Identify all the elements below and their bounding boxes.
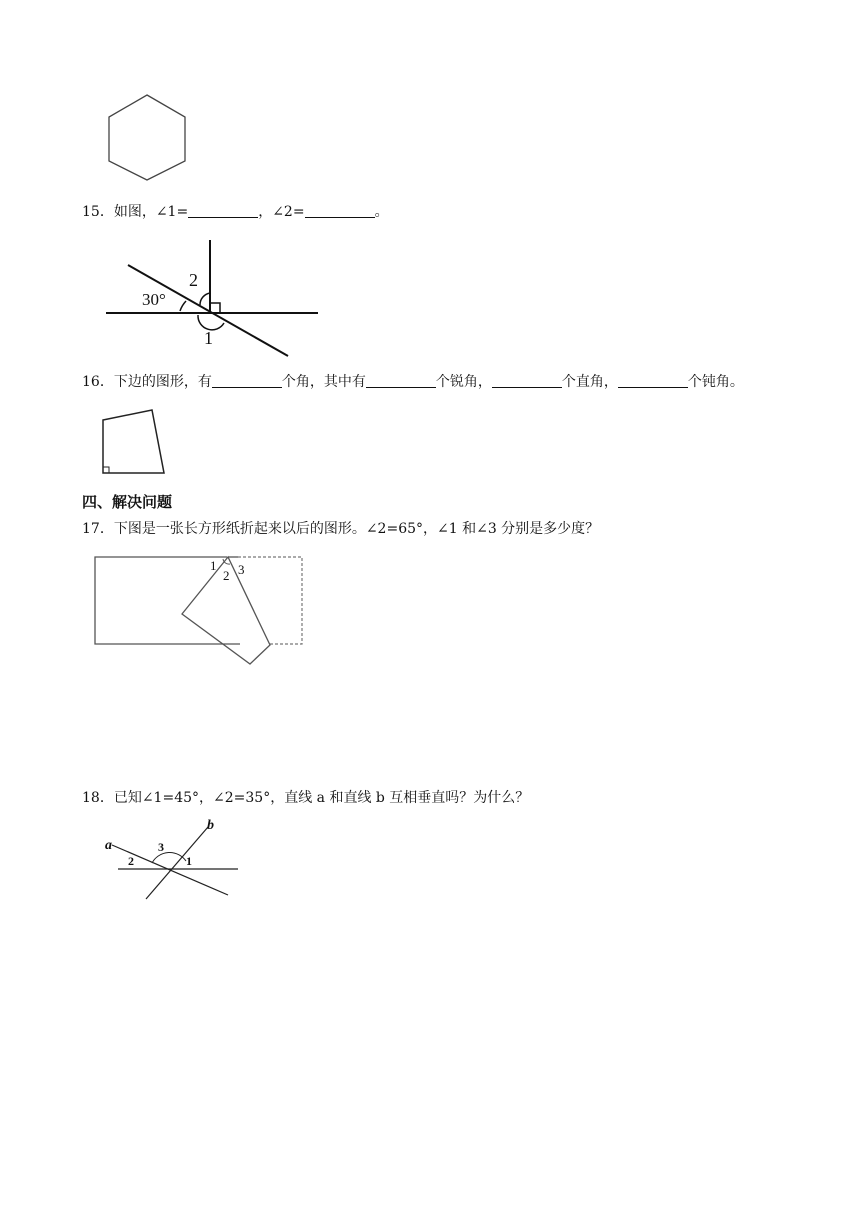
question-text: 下图是一张长方形纸折起来以后的图形。∠2=65°，∠1 和∠3 分别是多少度？ <box>113 521 600 537</box>
angle-2-label: 2 <box>128 854 134 868</box>
q16-quadrilateral-figure <box>98 405 173 480</box>
angle-3-label: 3 <box>158 840 164 854</box>
question-text: 如图， <box>113 204 156 220</box>
question-17 <box>82 520 599 538</box>
answer-blank-right[interactable] <box>492 373 562 388</box>
q18-lines-figure <box>100 815 245 905</box>
answer-blank-angle1[interactable] <box>188 203 258 218</box>
question-number: 18． <box>82 790 114 806</box>
question-text-part: 个角，其中有 <box>281 374 366 390</box>
angle-1-label: 1 <box>204 328 213 348</box>
answer-blank-obtuse[interactable] <box>618 373 688 388</box>
angle-30-label: 30° <box>142 290 166 309</box>
q15-angle-figure <box>100 235 330 365</box>
question-text-part: 个钝角。 <box>687 374 744 390</box>
line-a-label: a <box>105 838 112 853</box>
question-text-part: 个锐角， <box>435 374 492 390</box>
line-b-label: b <box>207 818 214 833</box>
question-number: 17． <box>82 521 114 537</box>
period: 。 <box>374 204 389 220</box>
fold-angle-1-label: 1 <box>210 558 217 573</box>
hexagon-figure <box>100 90 195 185</box>
question-number: 15． <box>82 204 114 220</box>
question-text: 已知∠1=45°，∠2=35°，直线 a 和直线 b 互相垂直吗？为什么？ <box>113 790 530 806</box>
question-16 <box>82 373 744 391</box>
angle1-label: ∠1= <box>155 204 189 220</box>
question-text-part: 下边的图形，有 <box>113 374 212 390</box>
fold-angle-3-label: 3 <box>238 562 245 577</box>
comma: ， <box>258 204 273 220</box>
angle-2-label: 2 <box>189 270 198 290</box>
angle-1-label: 1 <box>186 854 192 868</box>
question-18 <box>82 789 529 807</box>
angle2-label: ∠2= <box>272 204 305 220</box>
section-heading: 四、解决问题 <box>82 493 173 511</box>
question-15 <box>82 203 389 221</box>
question-text-part: 个直角， <box>561 374 618 390</box>
answer-blank-angle2[interactable] <box>305 203 375 218</box>
answer-blank-total-angles[interactable] <box>212 373 282 388</box>
question-number: 16． <box>82 374 114 390</box>
fold-angle-2-label: 2 <box>223 568 230 583</box>
q17-folded-paper-figure <box>90 552 310 672</box>
answer-blank-acute[interactable] <box>366 373 436 388</box>
